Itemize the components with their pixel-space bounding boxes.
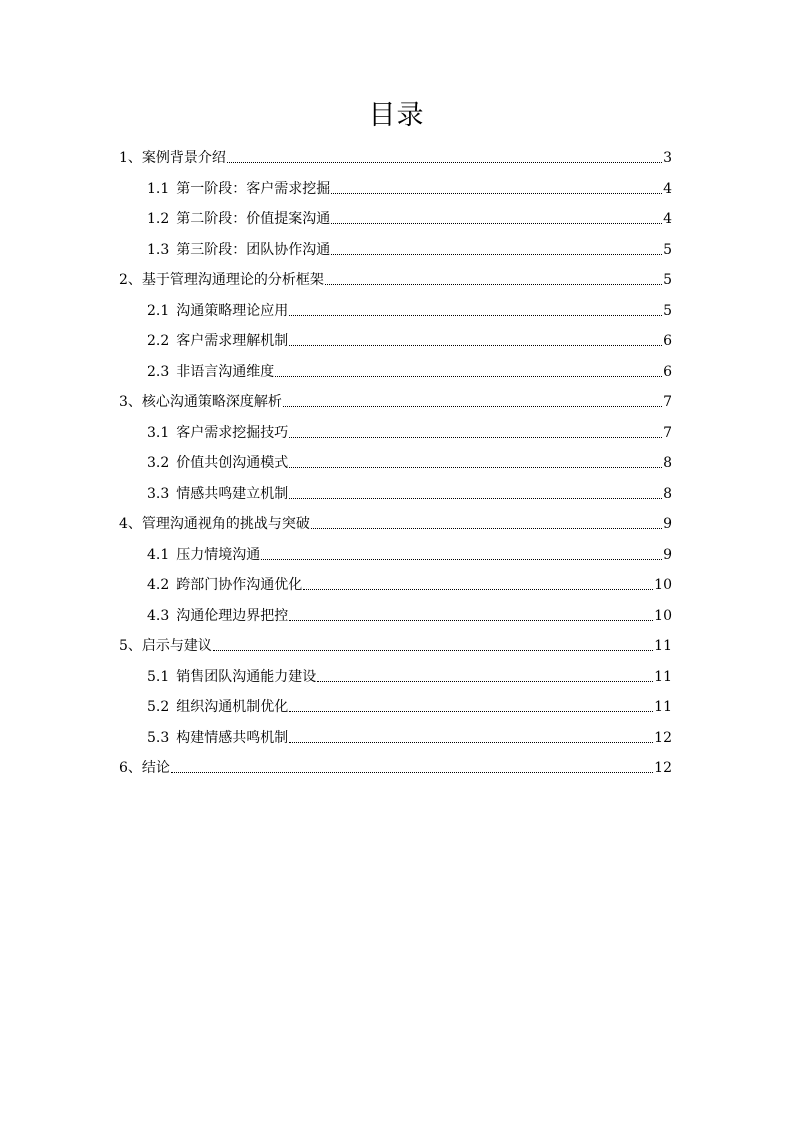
toc-page-number: 8 bbox=[663, 455, 672, 471]
page-title: 目录 bbox=[368, 100, 425, 131]
toc-page-number: 12 bbox=[654, 729, 672, 746]
toc-entry-number: 4.3 bbox=[147, 607, 170, 624]
toc-dot-leader bbox=[275, 375, 662, 377]
toc-section-entry[interactable] bbox=[147, 292, 672, 322]
toc-entry-number: 3.2 bbox=[147, 455, 170, 471]
toc-page-number: 6 bbox=[663, 363, 672, 380]
toc-section-entry[interactable] bbox=[147, 231, 672, 261]
toc-page-number: 4 bbox=[663, 211, 672, 227]
toc-dot-leader bbox=[171, 771, 653, 773]
toc-entry-number: 5.1 bbox=[147, 668, 170, 685]
toc-section-entry[interactable] bbox=[147, 719, 672, 749]
toc-entry-number: 3、 bbox=[119, 394, 142, 410]
toc-dot-leader bbox=[289, 497, 662, 499]
toc-entry-label: 价值共创沟通模式 bbox=[176, 455, 289, 471]
toc-entry-number: 2、 bbox=[119, 272, 142, 288]
toc-section-entry[interactable] bbox=[147, 475, 672, 505]
toc-dot-leader bbox=[213, 649, 653, 651]
toc-section-entry[interactable] bbox=[147, 353, 672, 383]
toc-page-number: 11 bbox=[654, 668, 672, 685]
toc-entry-label: 非语言沟通维度 bbox=[176, 363, 275, 380]
toc-entry-number: 4.1 bbox=[147, 546, 170, 563]
toc-dot-leader bbox=[289, 619, 653, 621]
toc-section-entry[interactable] bbox=[147, 322, 672, 352]
toc-dot-leader bbox=[331, 253, 662, 255]
toc-section-entry[interactable] bbox=[147, 688, 672, 718]
toc-page-number: 5 bbox=[663, 241, 672, 258]
toc-chapter-entry[interactable] bbox=[119, 139, 672, 169]
toc-entry-number: 6、 bbox=[119, 760, 142, 776]
toc-dot-leader bbox=[331, 192, 662, 194]
toc-section-entry[interactable] bbox=[147, 170, 672, 200]
toc-entry-number: 4、 bbox=[119, 516, 142, 532]
toc-entry-label: 跨部门协作沟通优化 bbox=[176, 577, 303, 593]
toc-entry-label: 情感共鸣建立机制 bbox=[176, 485, 289, 502]
toc-entry-number: 5.3 bbox=[147, 729, 170, 746]
toc-entry-label: 第三阶段：团队协作沟通 bbox=[176, 241, 331, 258]
toc-entry-number: 1.1 bbox=[147, 180, 170, 197]
toc-chapter-entry[interactable] bbox=[119, 261, 672, 291]
toc-section-entry[interactable] bbox=[147, 536, 672, 566]
toc-entry-label: 基于管理沟通理论的分析框架 bbox=[141, 272, 324, 288]
toc-entry-number: 5、 bbox=[119, 638, 142, 654]
toc-section-entry[interactable] bbox=[147, 597, 672, 627]
toc-dot-leader bbox=[289, 314, 662, 316]
toc-dot-leader bbox=[289, 710, 653, 712]
toc-entry-label: 沟通伦理边界把控 bbox=[176, 607, 289, 624]
toc-entry-number: 3.3 bbox=[147, 485, 170, 502]
toc-section-entry[interactable] bbox=[147, 658, 672, 688]
toc-section-entry[interactable] bbox=[147, 414, 672, 444]
toc-page-number: 8 bbox=[663, 485, 672, 502]
toc-section-entry[interactable] bbox=[147, 200, 672, 230]
toc-entry-label: 构建情感共鸣机制 bbox=[176, 729, 289, 746]
toc-entry-number: 1.2 bbox=[147, 211, 170, 227]
toc-page-number: 7 bbox=[663, 424, 672, 441]
toc-dot-leader bbox=[283, 405, 662, 407]
toc-entry-label: 第二阶段：价值提案沟通 bbox=[176, 211, 331, 227]
toc-dot-leader bbox=[331, 222, 662, 224]
toc-entry-label: 销售团队沟通能力建设 bbox=[176, 668, 317, 685]
toc-page-number: 5 bbox=[663, 302, 672, 319]
toc-page-number: 11 bbox=[654, 638, 672, 654]
toc-entry-number: 2.1 bbox=[147, 302, 170, 319]
toc-dot-leader bbox=[289, 466, 662, 468]
toc-entry-number: 2.3 bbox=[147, 363, 170, 380]
toc-entry-number: 1.3 bbox=[147, 241, 170, 258]
toc-entry-number: 2.2 bbox=[147, 333, 170, 349]
toc-chapter-entry[interactable] bbox=[119, 627, 672, 657]
toc-dot-leader bbox=[311, 527, 662, 529]
toc-page-number: 9 bbox=[663, 516, 672, 532]
toc-page-number: 7 bbox=[663, 394, 672, 410]
toc-entry-label: 案例背景介绍 bbox=[141, 150, 226, 166]
toc-entry-label: 客户需求理解机制 bbox=[176, 333, 289, 349]
toc-page-number: 11 bbox=[654, 699, 672, 715]
toc-entry-label: 管理沟通视角的挑战与突破 bbox=[141, 516, 310, 532]
toc-entry-label: 结论 bbox=[141, 760, 170, 776]
toc-page-number: 10 bbox=[654, 577, 672, 593]
toc-page-number: 12 bbox=[654, 760, 672, 776]
toc-entry-number: 3.1 bbox=[147, 424, 170, 441]
toc-dot-leader bbox=[289, 741, 653, 743]
toc-dot-leader bbox=[289, 344, 662, 346]
toc-dot-leader bbox=[317, 680, 653, 682]
toc-dot-leader bbox=[261, 558, 662, 560]
toc-entry-label: 核心沟通策略深度解析 bbox=[141, 394, 282, 410]
toc-dot-leader bbox=[303, 588, 653, 590]
toc-entry-number: 4.2 bbox=[147, 577, 170, 593]
toc-page-number: 5 bbox=[663, 272, 672, 288]
toc-entry-label: 启示与建议 bbox=[141, 638, 212, 654]
toc-entry-label: 沟通策略理论应用 bbox=[176, 302, 289, 319]
toc-chapter-entry[interactable] bbox=[119, 749, 672, 779]
toc-entry-label: 压力情境沟通 bbox=[176, 546, 261, 563]
toc-page-number: 3 bbox=[663, 150, 672, 166]
toc-page-number: 4 bbox=[663, 180, 672, 197]
toc-chapter-entry[interactable] bbox=[119, 383, 672, 413]
toc-entry-number: 5.2 bbox=[147, 699, 170, 715]
toc-page-number: 9 bbox=[663, 546, 672, 563]
toc-page-number: 10 bbox=[654, 607, 672, 624]
toc-dot-leader bbox=[227, 161, 662, 163]
toc-chapter-entry[interactable] bbox=[119, 505, 672, 535]
toc-entry-label: 第一阶段：客户需求挖掘 bbox=[176, 180, 331, 197]
toc-section-entry[interactable] bbox=[147, 566, 672, 596]
toc-dot-leader bbox=[289, 436, 662, 438]
toc-dot-leader bbox=[325, 283, 662, 285]
toc-entry-label: 客户需求挖掘技巧 bbox=[176, 424, 289, 441]
toc-entry-label: 组织沟通机制优化 bbox=[176, 699, 289, 715]
toc-section-entry[interactable] bbox=[147, 444, 672, 474]
toc-page-number: 6 bbox=[663, 333, 672, 349]
toc-entry-number: 1、 bbox=[119, 150, 142, 166]
